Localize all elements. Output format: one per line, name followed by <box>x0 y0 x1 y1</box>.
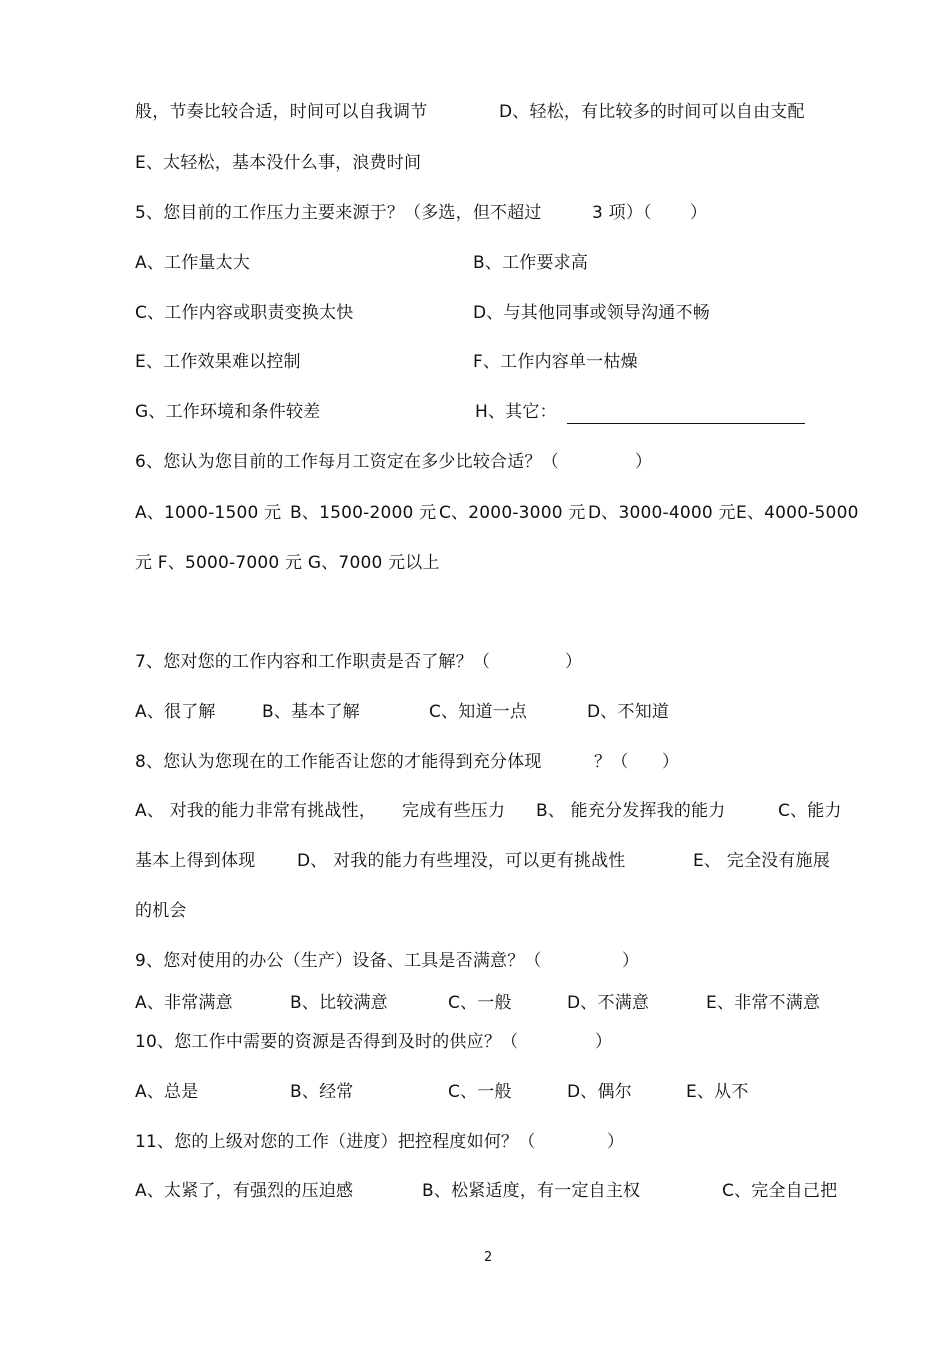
option-c: C、工作内容或职责变换太快 <box>135 303 354 323</box>
option-a: A、很了解 <box>135 702 216 722</box>
option-g: G、工作环境和条件较差 <box>135 402 321 422</box>
option-c: C、知道一点 <box>429 702 528 722</box>
option-b: B、 能充分发挥我的能力 <box>536 801 726 821</box>
question-7: 7、您对您的工作内容和工作职责是否了解？（ <box>135 652 491 672</box>
option-c: C、2000-3000 元 <box>439 503 586 523</box>
option-b: B、基本了解 <box>262 702 360 722</box>
option-e: E、4000-5000 <box>736 503 859 523</box>
option-d: D、偶尔 <box>567 1082 632 1102</box>
question-8-paren: ） <box>662 752 680 772</box>
question-7-paren: ） <box>565 652 583 672</box>
question-8: 8、您认为您现在的工作能否让您的才能得到充分体现 <box>135 752 542 772</box>
question-6: 6、您认为您目前的工作每月工资定在多少比较合适？（ <box>135 452 559 472</box>
option-d: D、 对我的能力有些埋没，可以更有挑战性 <box>297 851 626 871</box>
page-number: 2 <box>484 1250 493 1265</box>
question-5-paren: ） <box>690 203 708 223</box>
option-b: B、松紧适度，有一定自主权 <box>422 1181 641 1201</box>
options-continued: 元 F、5000-7000 元 G、7000 元以上 <box>135 553 440 573</box>
option-h: H、其它： <box>475 402 557 422</box>
answer-blank-line <box>567 423 805 424</box>
question-5-suffix: 3 项）（ <box>592 203 652 223</box>
question-10: 10、您工作中需要的资源是否得到及时的供应？（ <box>135 1032 519 1052</box>
question-8-mark: ？（ <box>594 752 629 772</box>
option-c: C、完全自己把 <box>722 1181 838 1201</box>
option-b: B、经常 <box>290 1082 354 1102</box>
question-9: 9、您对使用的办公（生产）设备、工具是否满意？（ <box>135 951 542 971</box>
question-11: 11、您的上级对您的工作（进度）把控程度如何？（ <box>135 1132 536 1152</box>
question-11-paren: ） <box>607 1132 625 1152</box>
question-10-paren: ） <box>595 1032 613 1052</box>
option-b: B、1500-2000 元 <box>290 503 437 523</box>
option-b: B、工作要求高 <box>473 253 589 273</box>
option-d: D、3000-4000 元 <box>588 503 736 523</box>
option-f: F、工作内容单一枯燥 <box>473 352 638 372</box>
option-a: A、 对我的能力非常有挑战性， <box>135 801 377 821</box>
option-a: A、总是 <box>135 1082 199 1102</box>
option-c: C、一般 <box>448 1082 512 1102</box>
option-d: D、不知道 <box>587 702 670 722</box>
option-e: E、 完全没有施展 <box>693 851 830 871</box>
option-b: B、比较满意 <box>290 993 388 1013</box>
option-e: E、太轻松，基本没什么事，浪费时间 <box>135 153 422 173</box>
option-e-continued: 的机会 <box>135 901 187 921</box>
option-d: D、与其他同事或领导沟通不畅 <box>473 303 710 323</box>
option-a: A、太紧了，有强烈的压迫感 <box>135 1181 354 1201</box>
option-c: C、能力 <box>778 801 842 821</box>
option-a: A、1000-1500 元 <box>135 503 282 523</box>
option-c: C、一般 <box>448 993 512 1013</box>
option-a-continued: 完成有些压力 <box>402 801 506 821</box>
question-5: 5、您目前的工作压力主要来源于？（多选，但不超过 <box>135 203 542 223</box>
option-a: A、工作量太大 <box>135 253 251 273</box>
option-d: D、不满意 <box>567 993 650 1013</box>
option-e: E、非常不满意 <box>706 993 821 1013</box>
option-d: D、轻松，有比较多的时间可以自由支配 <box>499 102 805 122</box>
question-6-paren: ） <box>635 452 653 472</box>
option-a: A、非常满意 <box>135 993 233 1013</box>
option-e: E、从不 <box>686 1082 749 1102</box>
option-c-continued: 基本上得到体现 <box>135 851 256 871</box>
option-e: E、工作效果难以控制 <box>135 352 301 372</box>
text-line: 般，节奏比较合适，时间可以自我调节 <box>135 102 428 122</box>
question-9-paren: ） <box>622 951 640 971</box>
